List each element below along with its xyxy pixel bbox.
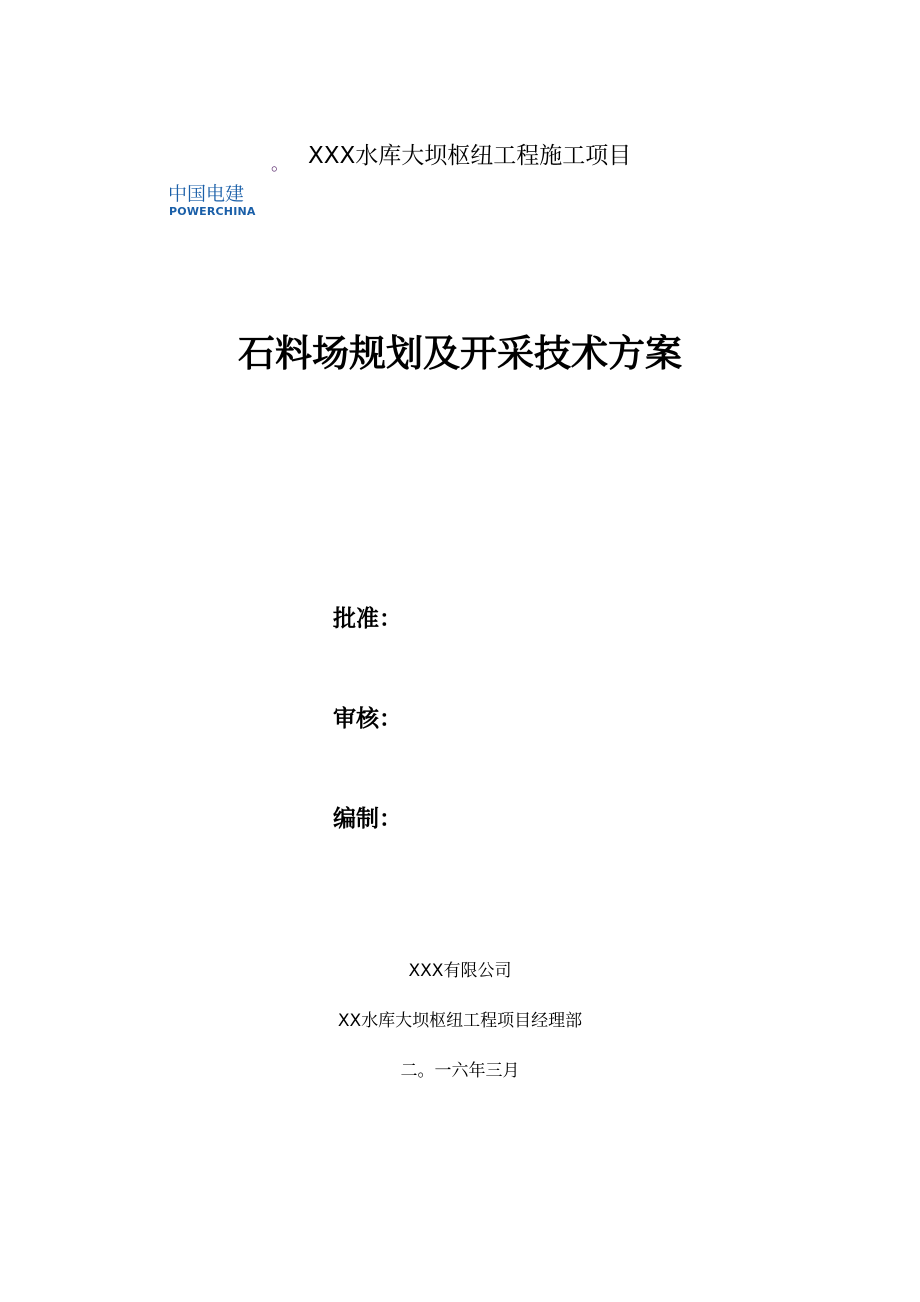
document-title: 石料场规划及开采技术方案	[238, 332, 682, 375]
logo-name-en: POWERCHINA	[169, 205, 256, 218]
approve-label: 批准：	[333, 606, 402, 632]
compile-label: 编制：	[333, 806, 402, 832]
footer-date: 二。一六年三月	[400, 1061, 520, 1081]
header-mark: 。	[271, 154, 289, 175]
review-label: 审核：	[333, 706, 402, 732]
logo-name-cn: 中国电建	[168, 183, 245, 205]
project-name: XXX水库大坝枢纽工程施工项目	[308, 143, 632, 169]
footer-department: XX水库大坝枢纽工程项目经理部	[337, 1011, 583, 1031]
footer-company: XXX有限公司	[408, 961, 512, 981]
